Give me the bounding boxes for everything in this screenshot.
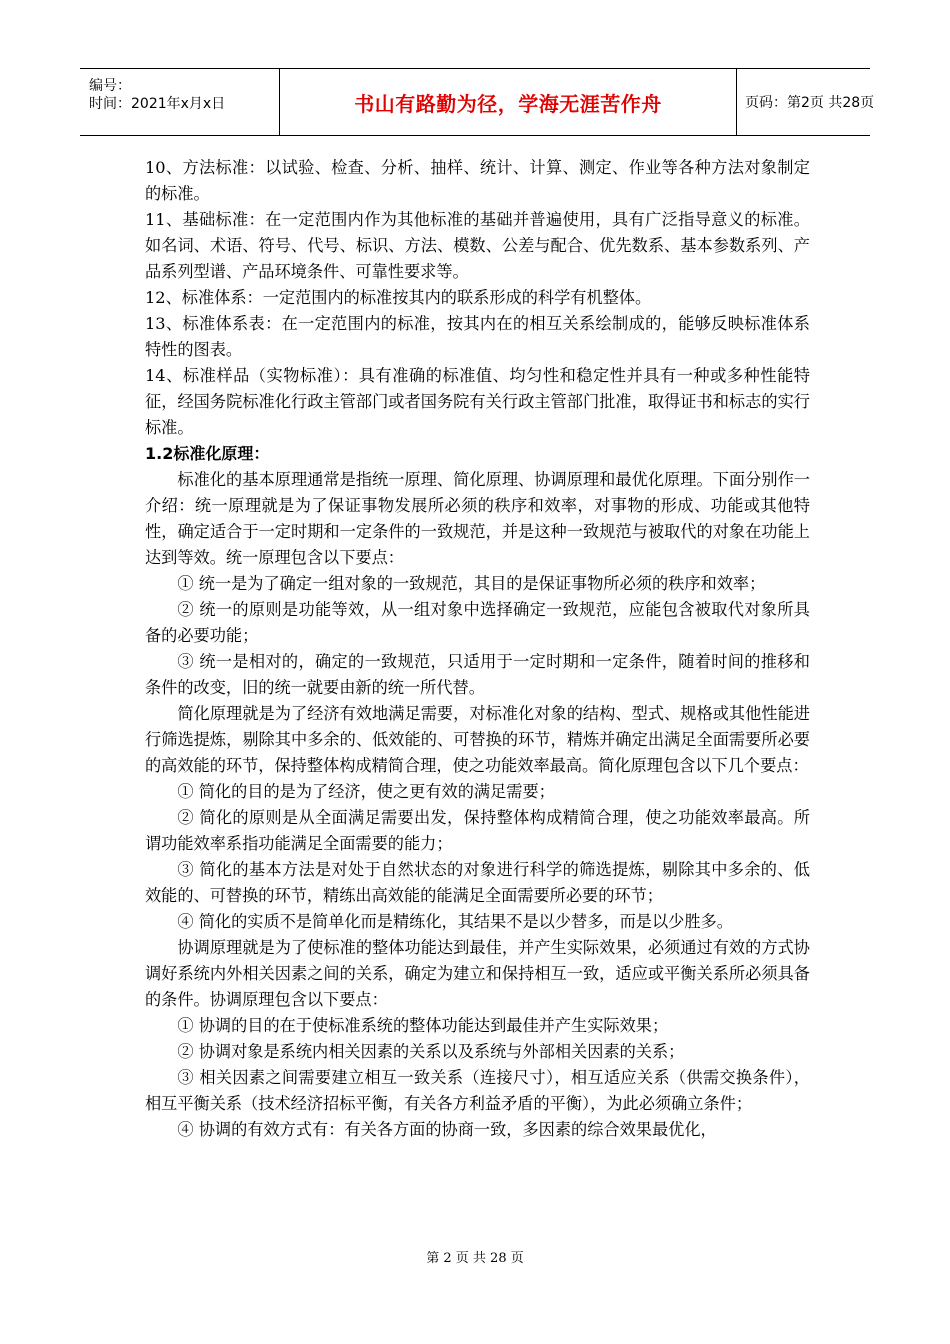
document-number-label: 编号： — [89, 78, 131, 94]
paragraph: 标准化的基本原理通常是指统一原理、简化原理、协调原理和最优化原理。下面分别作一介绍：统一原理就是为了保证事物发展所必须的秩序和效率，对事物的形成、功能或其他特性，确定适合于一定时期和一定条件的一致规范，并是这种一致规范与被取代的对象在功能上达到等效。统一原理包含以下要点： — [145, 470, 810, 567]
paragraph: 10、方法标准：以试验、检查、分析、抽样、统计、计算、测定、作业等各种方法对象制定的标准。 — [145, 158, 810, 203]
document-time-label: 时间：2021年x月x日 — [89, 96, 226, 112]
header-meta — [80, 69, 280, 135]
section-heading: 1.2标准化原理： — [145, 444, 270, 463]
header-page-info: 页码：第2页 共28页 — [745, 95, 875, 111]
paragraph: 13、标准体系表：在一定范围内的标准，按其内在的相互关系绘制成的，能够反映标准体系特性的图表。 — [145, 314, 810, 359]
list-item: ④ 简化的实质不是简单化而是精练化，其结果不是以少替多，而是以少胜多。 — [177, 912, 733, 931]
paragraph: 11、基础标准：在一定范围内作为其他标准的基础并普遍使用，具有广泛指导意义的标准。如名词、术语、符号、代号、标识、方法、模数、公差与配合、优先数系、基本参数系列、产品系列型谱、产品环境条件、可靠性要求等。 — [145, 210, 810, 281]
document-body — [145, 155, 810, 1143]
list-item: ① 协调的目的在于使标准系统的整体功能达到最佳并产生实际效果； — [177, 1016, 669, 1035]
list-item: ② 统一的原则是功能等效，从一组对象中选择确定一致规范，应能包含被取代对象所具备的必要功能； — [145, 600, 810, 645]
list-item: ④ 协调的有效方式有：有关各方面的协商一致，多因素的综合效果最优化， — [177, 1120, 717, 1139]
paragraph: 协调原理就是为了使标准的整体功能达到最佳，并产生实际效果，必须通过有效的方式协调好系统内外相关因素之间的关系，确定为建立和保持相互一致，适应或平衡关系所必须具备的条件。协调原理包含以下要点： — [145, 938, 810, 1009]
list-item: ① 统一是为了确定一组对象的一致规范，其目的是保证事物所必须的秩序和效率； — [177, 574, 766, 593]
paragraph: 14、标准样品（实物标准）：具有准确的标准值、均匀性和稳定性并具有一种或多种性能特征，经国务院标准化行政主管部门或者国务院有关行政主管部门批准，取得证书和标志的实行标准。 — [145, 366, 810, 437]
paragraph: 12、标准体系：一定范围内的标准按其内的联系形成的科学有机整体。 — [145, 288, 652, 307]
list-item: ① 简化的目的是为了经济，使之更有效的满足需要； — [177, 782, 555, 801]
list-item: ③ 统一是相对的，确定的一致规范，只适用于一定时期和一定条件，随着时间的推移和条件的改变，旧的统一就要由新的统一所代替。 — [145, 652, 810, 697]
header-motto: 书山有路勤为径，学海无涯苦作舟 — [280, 69, 737, 135]
list-item: ② 协调对象是系统内相关因素的关系以及系统与外部相关因素的关系； — [177, 1042, 685, 1061]
page-header — [80, 68, 875, 136]
list-item: ③ 相关因素之间需要建立相互一致关系（连接尺寸），相互适应关系（供需交换条件），相互平衡关系（技术经济招标平衡，有关各方利益矛盾的平衡），为此必须确立条件； — [145, 1068, 810, 1113]
list-item: ③ 简化的基本方法是对处于自然状态的对象进行科学的筛选提炼，剔除其中多余的、低效能的、可替换的环节，精练出高效能的能满足全面需要所必要的环节； — [145, 860, 810, 905]
page-footer: 第 2 页 共 28 页 — [426, 1251, 524, 1266]
list-item: ② 简化的原则是从全面满足需要出发，保持整体构成精简合理，使之功能效率最高。所谓功能效率系指功能满足全面需要的能力； — [145, 808, 810, 853]
paragraph: 简化原理就是为了经济有效地满足需要，对标准化对象的结构、型式、规格或其他性能进行筛选提炼，剔除其中多余的、低效能的、可替换的环节，精炼并确定出满足全面需要所必要的高效能的环节，保持整体构成精简合理，使之功能效率最高。简化原理包含以下几个要点： — [145, 704, 810, 775]
